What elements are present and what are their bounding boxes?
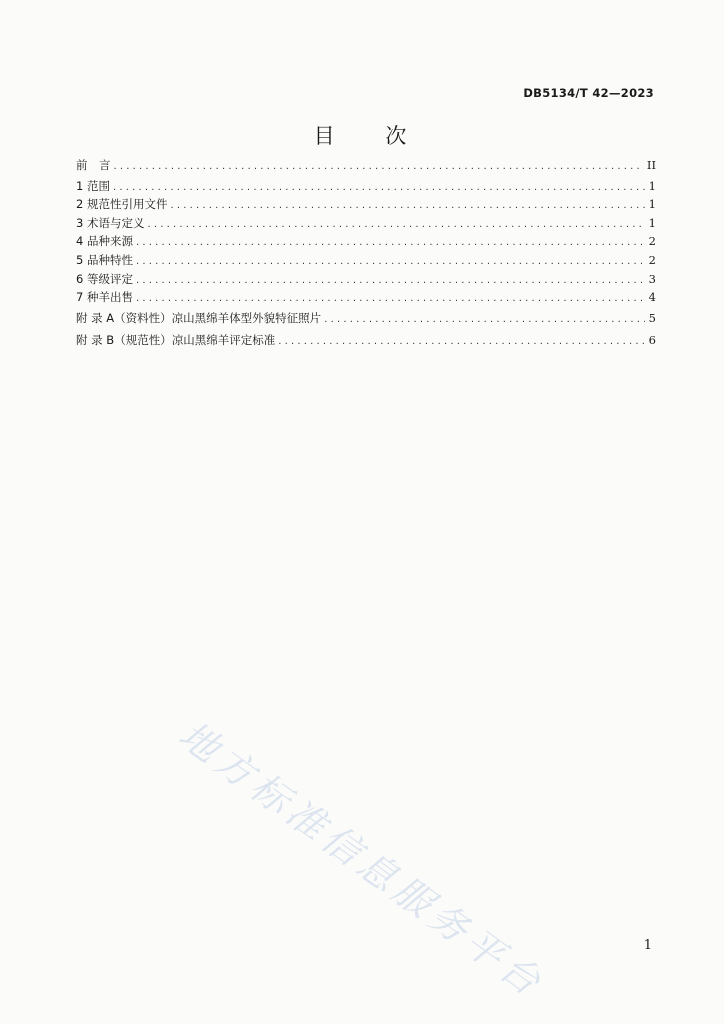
watermark: 地方标准信息服务平台 [171, 712, 553, 1007]
toc-entry-page: 6 [648, 333, 656, 348]
toc-entry-page: 1 [648, 178, 656, 193]
toc-entry-normative-references[interactable] [76, 195, 656, 214]
toc-entry-terms-definitions[interactable] [76, 214, 656, 233]
toc-leader-dots [113, 179, 645, 198]
toc-leader-dots [136, 253, 645, 272]
toc-leader-dots [170, 197, 645, 216]
toc-entry-page: 2 [648, 234, 656, 249]
toc-entry-label: 5 品种特性 [76, 252, 133, 267]
toc-leader-dots [136, 234, 645, 253]
toc-entry-appendix-a[interactable] [76, 307, 656, 330]
toc-entry-grade-evaluation[interactable] [76, 270, 656, 289]
toc-entry-page: 4 [648, 290, 656, 305]
toc-entry-page: 5 [648, 310, 656, 325]
toc-entry-label: 7 种羊出售 [76, 290, 133, 305]
toc-entry-label: 附 录 A（资料性）凉山黑绵羊体型外貌特征照片 [76, 310, 322, 325]
toc-entry-label: 2 规范性引用文件 [76, 197, 168, 212]
toc-title: 目 次 [313, 124, 429, 148]
toc-entry-label: 1 范围 [76, 178, 110, 193]
toc-entry-page: 2 [648, 252, 656, 267]
toc-leader-dots [114, 158, 644, 177]
toc-entry-foreword[interactable] [76, 156, 656, 175]
toc-leader-dots [324, 309, 645, 332]
toc-entry-breed-characteristics[interactable] [76, 251, 656, 270]
toc-entry-breed-origin[interactable] [76, 232, 656, 251]
toc-leader-dots [278, 331, 645, 354]
toc-entry-page: 1 [648, 215, 656, 230]
toc-entry-label: 4 品种来源 [76, 234, 133, 249]
page-number: 1 [643, 938, 652, 953]
table-of-contents [76, 156, 656, 352]
toc-entry-page: 1 [648, 197, 656, 212]
toc-entry-breeding-sheep-sale[interactable] [76, 288, 656, 307]
toc-leader-dots [136, 272, 645, 291]
toc-entry-scope[interactable] [76, 177, 656, 196]
toc-entry-label: 3 术语与定义 [76, 215, 145, 230]
toc-entry-label: 6 等级评定 [76, 271, 133, 286]
toc-entry-page: II [646, 158, 656, 172]
toc-entry-page: 3 [648, 271, 656, 286]
toc-leader-dots [147, 216, 645, 235]
toc-entry-label: 附 录 B（规范性）凉山黑绵羊评定标准 [76, 333, 276, 348]
toc-entry-appendix-b[interactable] [76, 329, 656, 352]
document-code: DB5134/T 42—2023 [523, 86, 654, 100]
toc-entry-label: 前 言 [76, 158, 111, 172]
